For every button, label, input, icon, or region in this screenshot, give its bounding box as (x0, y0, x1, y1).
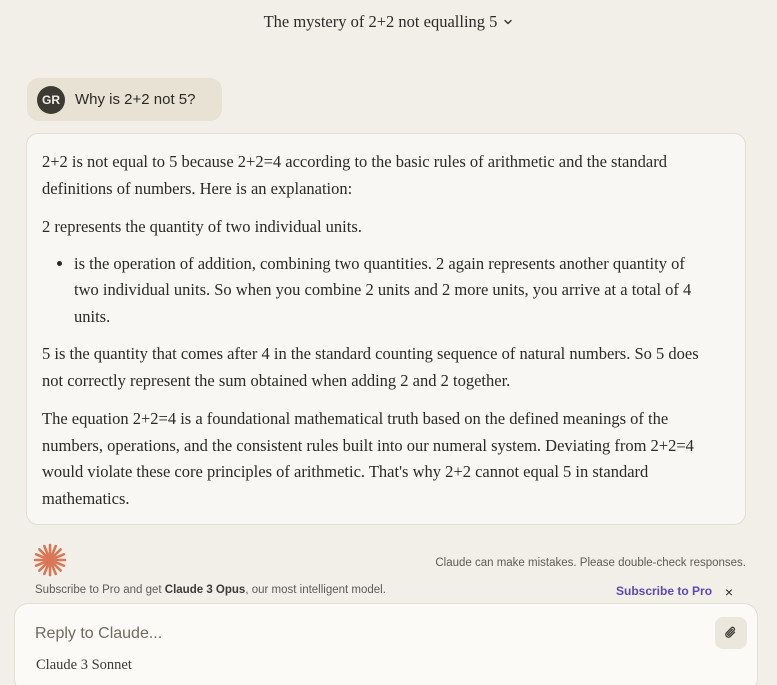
avatar[interactable]: GR (37, 86, 65, 114)
reply-input[interactable] (35, 622, 675, 646)
response-paragraph: 5 is the quantity that comes after 4 in the standard counting sequence of natural numbers. So 5 does not correctly represent the sum obtained when adding 2 and 2 together. (42, 344, 699, 390)
response-list (74, 251, 705, 331)
conversation-title-button[interactable] (264, 12, 514, 32)
response-paragraph: The equation 2+2=4 is a foundational mathematical truth based on the defined meanings of the numbers, operations, and the consistent rules built into our numeral system. Deviating from 2+2=4 would violate these core principles of arithmetic. That's why 2+2 cannot equal 5 in standard mathematics. (42, 409, 694, 508)
promo-suffix: , our most intelligent model. (245, 584, 386, 596)
close-icon[interactable]: × (724, 584, 734, 600)
subscribe-to-pro-link[interactable]: Subscribe to Pro (616, 584, 713, 598)
chevron-down-icon (503, 17, 513, 27)
user-message (27, 78, 222, 121)
user-message-text: Why is 2+2 not 5? (75, 91, 196, 108)
attach-button[interactable] (715, 617, 747, 649)
assistant-message (26, 133, 746, 525)
composer (14, 603, 758, 685)
paperclip-icon (723, 625, 739, 641)
claude-star-icon (33, 543, 67, 577)
pro-promo (35, 584, 386, 596)
response-paragraph: 2+2 is not equal to 5 because 2+2=4 according to the basic rules of arithmetic and the standard definitions of numbers. Here is an explanation: (42, 152, 667, 198)
model-selector[interactable]: Claude 3 Sonnet (36, 657, 132, 673)
conversation-title: The mystery of 2+2 not equalling 5 (263, 12, 498, 31)
promo-prefix: Subscribe to Pro and get (35, 584, 165, 596)
header (0, 0, 777, 44)
promo-model: Claude 3 Opus (164, 584, 246, 596)
disclaimer-text: Claude can make mistakes. Please double-check responses. (435, 557, 746, 569)
list-item: • is the operation of addition, combining two quantities. 2 again represents another quantity of two individual units. So when you combine 2 units and 2 more units, you arrive at a total of 4 units. (74, 251, 705, 331)
response-paragraph: 2 represents the quantity of two individual units. (42, 217, 362, 236)
